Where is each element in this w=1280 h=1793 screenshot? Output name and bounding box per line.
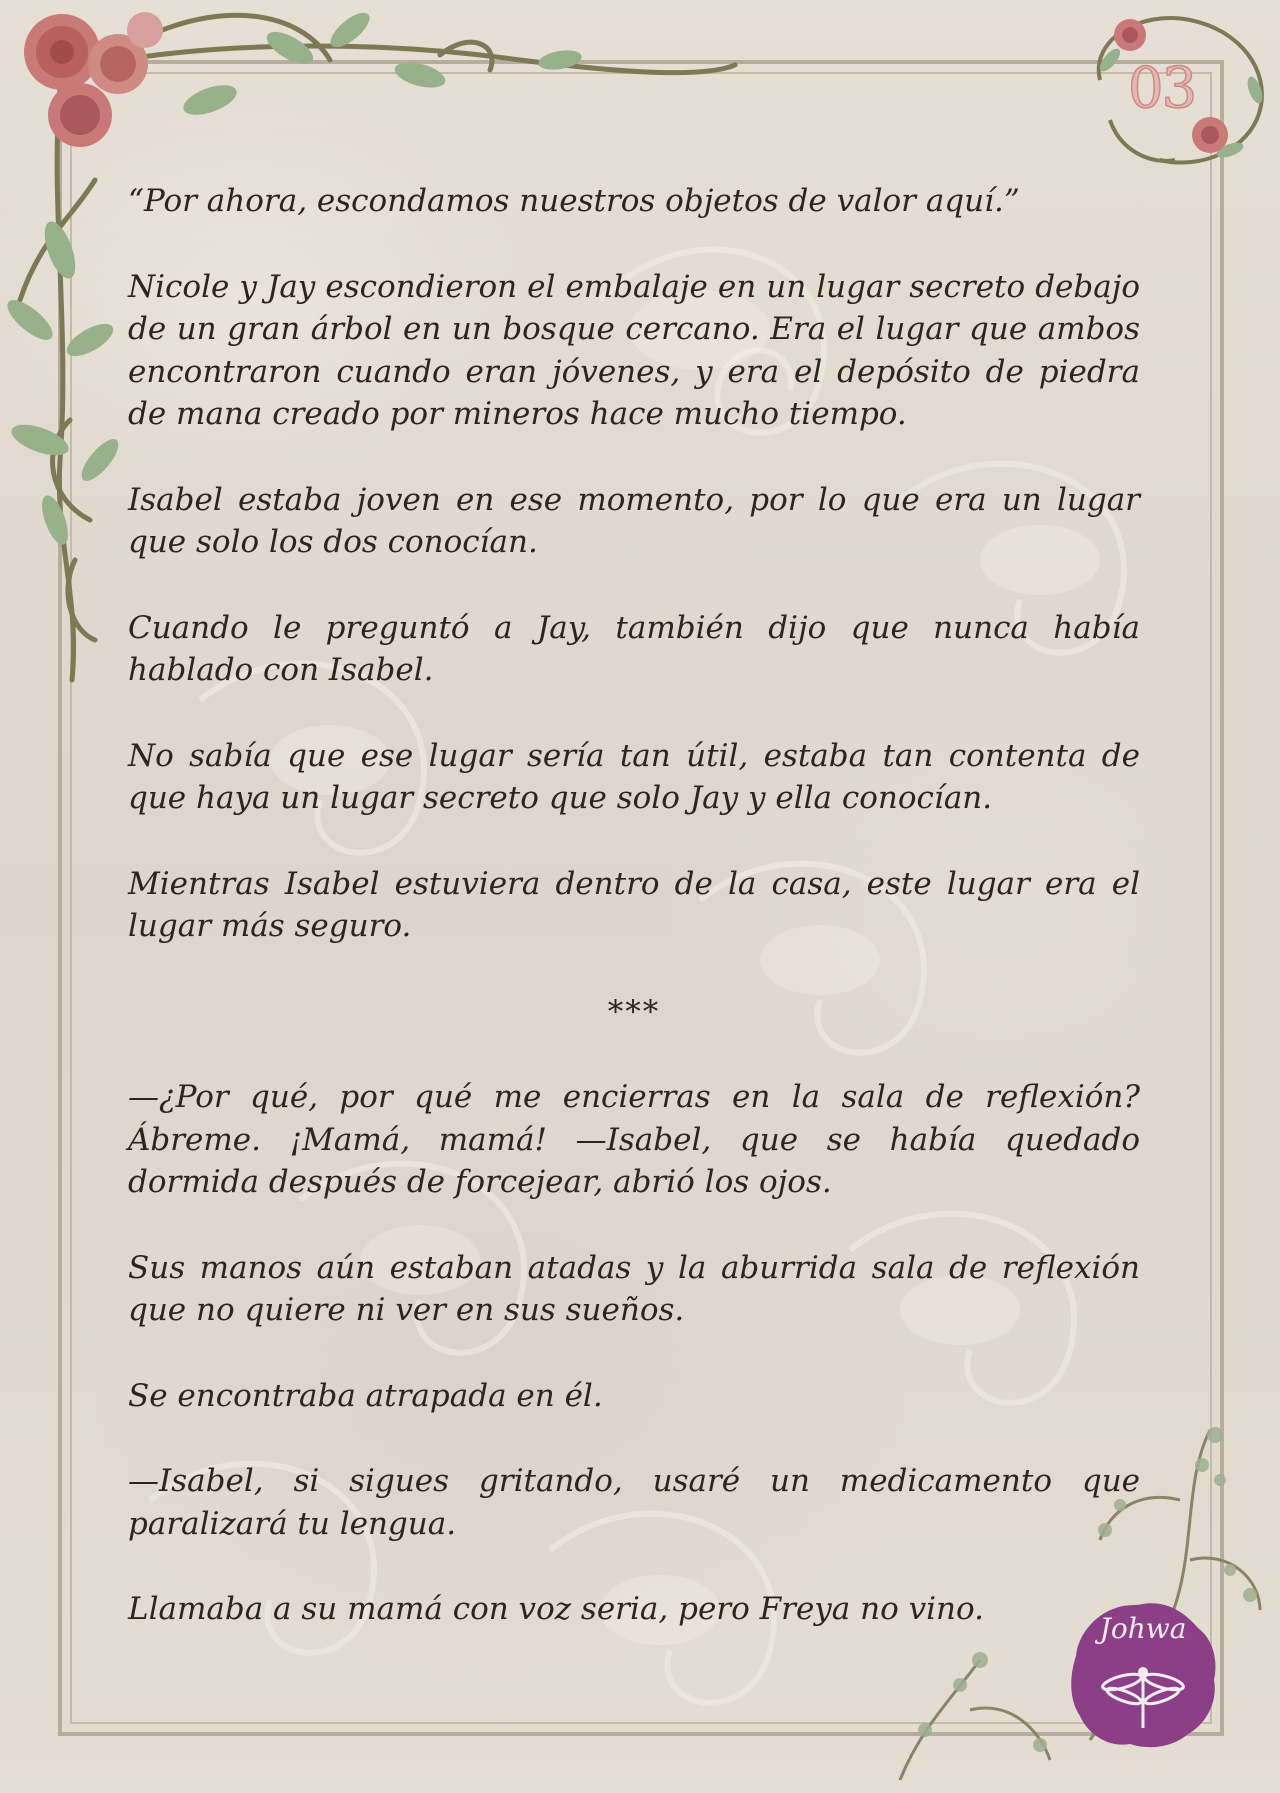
paragraph: —Isabel, si sigues gritando, usaré un medicamento que paralizará tu lengua. xyxy=(128,1463,1140,1542)
scene-break: *** xyxy=(607,993,661,1030)
page-number: 03 xyxy=(1128,56,1196,121)
paragraph: No sabía que ese lugar sería tan útil, estaba tan contenta de que haya un lugar secreto que solo Jay y ella conocían. xyxy=(128,737,1140,816)
watermark-name: Johwa xyxy=(1099,1612,1187,1645)
paragraph: Isabel estaba joven en ese momento, por lo que era un lugar que solo los dos conocían. xyxy=(128,481,1140,560)
paragraph: Se encontraba atrapada en él. xyxy=(128,1377,603,1414)
story-text xyxy=(128,180,1140,1674)
paragraph: Sus manos aún estaban atadas y la aburrida sala de reflexión que no quiere ni ver en sus sueños. xyxy=(128,1249,1140,1328)
paragraph: Llamaba a su mamá con voz seria, pero Freya no vino. xyxy=(128,1591,984,1627)
paragraph: —¿Por qué, por qué me encierras en la sala de reflexión? Ábreme. ¡Mamá, mamá! —Isabel, que se había quedado dormida después de forcejear, abrió los ojos. xyxy=(128,1079,1140,1200)
paragraph: “Por ahora, escondamos nuestros objetos de valor aquí.” xyxy=(128,183,1020,219)
paragraph: Nicole y Jay escondieron el embalaje en un lugar secreto debajo de un gran árbol en un bosque cercano. Era el lugar que ambos encontraron cuando eran jóvenes, y era el depósito de piedra de mana creado por mineros hace mucho tiempo. xyxy=(128,268,1140,432)
paragraph: Mientras Isabel estuviera dentro de la casa, este lugar era el lugar más seguro. xyxy=(128,865,1140,944)
paragraph: Cuando le preguntó a Jay, también dijo que nunca había hablado con Isabel. xyxy=(128,609,1140,688)
